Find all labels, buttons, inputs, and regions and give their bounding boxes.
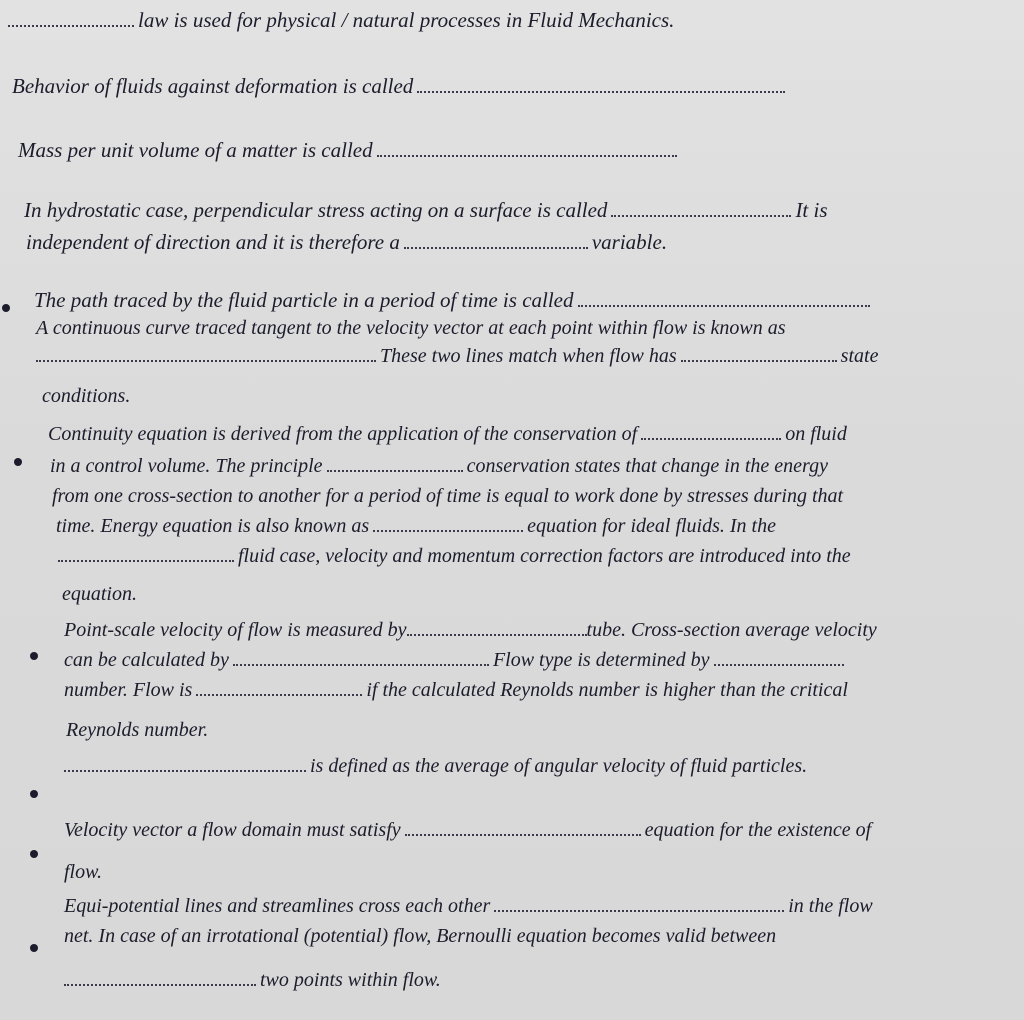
question-1-text: law is used for physical / natural processes in Fluid Mechanics.	[138, 8, 675, 32]
question-4-text-d: variable.	[591, 230, 668, 254]
question-9-text-c: flow.	[64, 861, 102, 883]
question-5-text-b: A continuous curve traced tangent to the velocity vector at each point within flow is known as	[36, 317, 786, 339]
question-9-line-1	[64, 820, 871, 840]
question-7-line-4	[66, 720, 208, 740]
question-9-text-a: Velocity vector a flow domain must satisfy	[64, 819, 401, 841]
question-7-text-g: Reynolds number.	[66, 719, 209, 741]
question-6-line-4	[56, 516, 776, 536]
blank-5c[interactable]	[681, 356, 837, 362]
question-3-line-1	[18, 140, 681, 161]
question-5-text-c: These two lines match when flow has	[380, 345, 677, 367]
question-6-text-f: time. Energy equation is also known as	[56, 515, 370, 537]
question-2-line-1	[12, 76, 789, 97]
question-6-text-e: from one cross-section to another for a period of time is equal to work done by stresses during that	[52, 485, 844, 507]
question-4-line-1	[24, 200, 828, 221]
blank-8[interactable]	[64, 766, 306, 772]
blank-10b[interactable]	[64, 980, 256, 986]
bullet	[30, 850, 38, 858]
bullet	[30, 944, 38, 952]
question-10-text-b: in the flow	[788, 895, 873, 917]
question-8-line-1	[64, 756, 807, 776]
question-7-text-f: if the calculated Reynolds number is higher than the critical	[366, 679, 848, 701]
question-10-text-c: net. In case of an irrotational (potential) flow, Bernoulli equation becomes valid between	[64, 925, 777, 947]
blank-2[interactable]	[417, 87, 785, 93]
question-4-text-b: It is	[795, 198, 828, 222]
blank-7b[interactable]	[233, 660, 489, 666]
question-6-text-d: conservation states that change in the energy	[466, 455, 828, 477]
question-5-line-4	[42, 386, 130, 406]
question-3-text: Mass per unit volume of a matter is called	[18, 138, 373, 162]
bullet	[30, 652, 38, 660]
question-7-text-b: tube. Cross-section average velocity	[586, 619, 877, 641]
blank-5a[interactable]	[578, 301, 870, 307]
blank-6d[interactable]	[58, 556, 234, 562]
blank-10a[interactable]	[494, 906, 784, 912]
question-6-line-5	[58, 546, 851, 566]
question-4-line-2	[26, 232, 667, 253]
blank-7a[interactable]	[407, 630, 587, 636]
question-7-line-1	[64, 620, 877, 640]
question-4-text-a: In hydrostatic case, perpendicular stress acting on a surface is called	[24, 198, 608, 222]
question-7-line-2	[64, 650, 848, 670]
blank-9[interactable]	[405, 830, 641, 836]
question-5-line-2	[36, 318, 786, 338]
question-6-line-1	[48, 424, 847, 444]
question-5-text-a: The path traced by the fluid particle in a period of time is called	[34, 288, 574, 312]
question-6-text-h: fluid case, velocity and momentum correction factors are introduced into the	[238, 545, 851, 567]
bullet	[14, 458, 22, 466]
blank-1[interactable]	[8, 21, 134, 27]
question-6-text-c: in a control volume. The principle	[50, 455, 323, 477]
question-7-text-c: can be calculated by	[64, 649, 229, 671]
question-6-text-i: equation.	[62, 583, 137, 605]
question-2-text: Behavior of fluids against deformation is called	[12, 74, 414, 98]
question-6-line-2	[50, 456, 828, 476]
question-10-text-d: two points within flow.	[260, 969, 441, 991]
blank-5b[interactable]	[36, 356, 376, 362]
question-9-text-b: equation for the existence of	[644, 819, 872, 841]
question-10-line-3	[64, 970, 441, 990]
question-8-text: is defined as the average of angular velocity of fluid particles.	[310, 755, 808, 777]
question-4-text-c: independent of direction and it is therefore a	[26, 230, 400, 254]
question-10-text-a: Equi-potential lines and streamlines cross each other	[64, 895, 491, 917]
question-6-text-b: on fluid	[785, 423, 847, 445]
question-6-text-g: equation for ideal fluids. In the	[527, 515, 776, 537]
question-7-text-a: Point-scale velocity of flow is measured by	[64, 619, 407, 641]
question-9-line-2	[64, 862, 102, 882]
question-7-text-e: number. Flow is	[64, 679, 193, 701]
blank-6b[interactable]	[327, 466, 463, 472]
question-5-text-e: conditions.	[42, 385, 131, 407]
question-1-line-1	[8, 10, 674, 31]
question-6-line-3	[52, 486, 843, 506]
question-10-line-2	[64, 926, 776, 946]
question-5-line-1	[34, 290, 874, 311]
blank-7c[interactable]	[714, 660, 844, 666]
question-7-text-d: Flow type is determined by	[492, 649, 710, 671]
question-6-line-6	[62, 584, 137, 604]
blank-4b[interactable]	[404, 243, 588, 249]
blank-3[interactable]	[377, 151, 677, 157]
blank-6c[interactable]	[373, 526, 523, 532]
bullet	[2, 304, 10, 312]
blank-4a[interactable]	[611, 211, 791, 217]
question-10-line-1	[64, 896, 873, 916]
question-7-line-3	[64, 680, 848, 700]
blank-7d[interactable]	[196, 690, 362, 696]
blank-6a[interactable]	[641, 434, 781, 440]
question-6-text-a: Continuity equation is derived from the application of the conservation of	[48, 423, 638, 445]
question-5-line-3	[36, 346, 878, 366]
question-5-text-d: state	[840, 345, 879, 367]
bullet	[30, 790, 38, 798]
